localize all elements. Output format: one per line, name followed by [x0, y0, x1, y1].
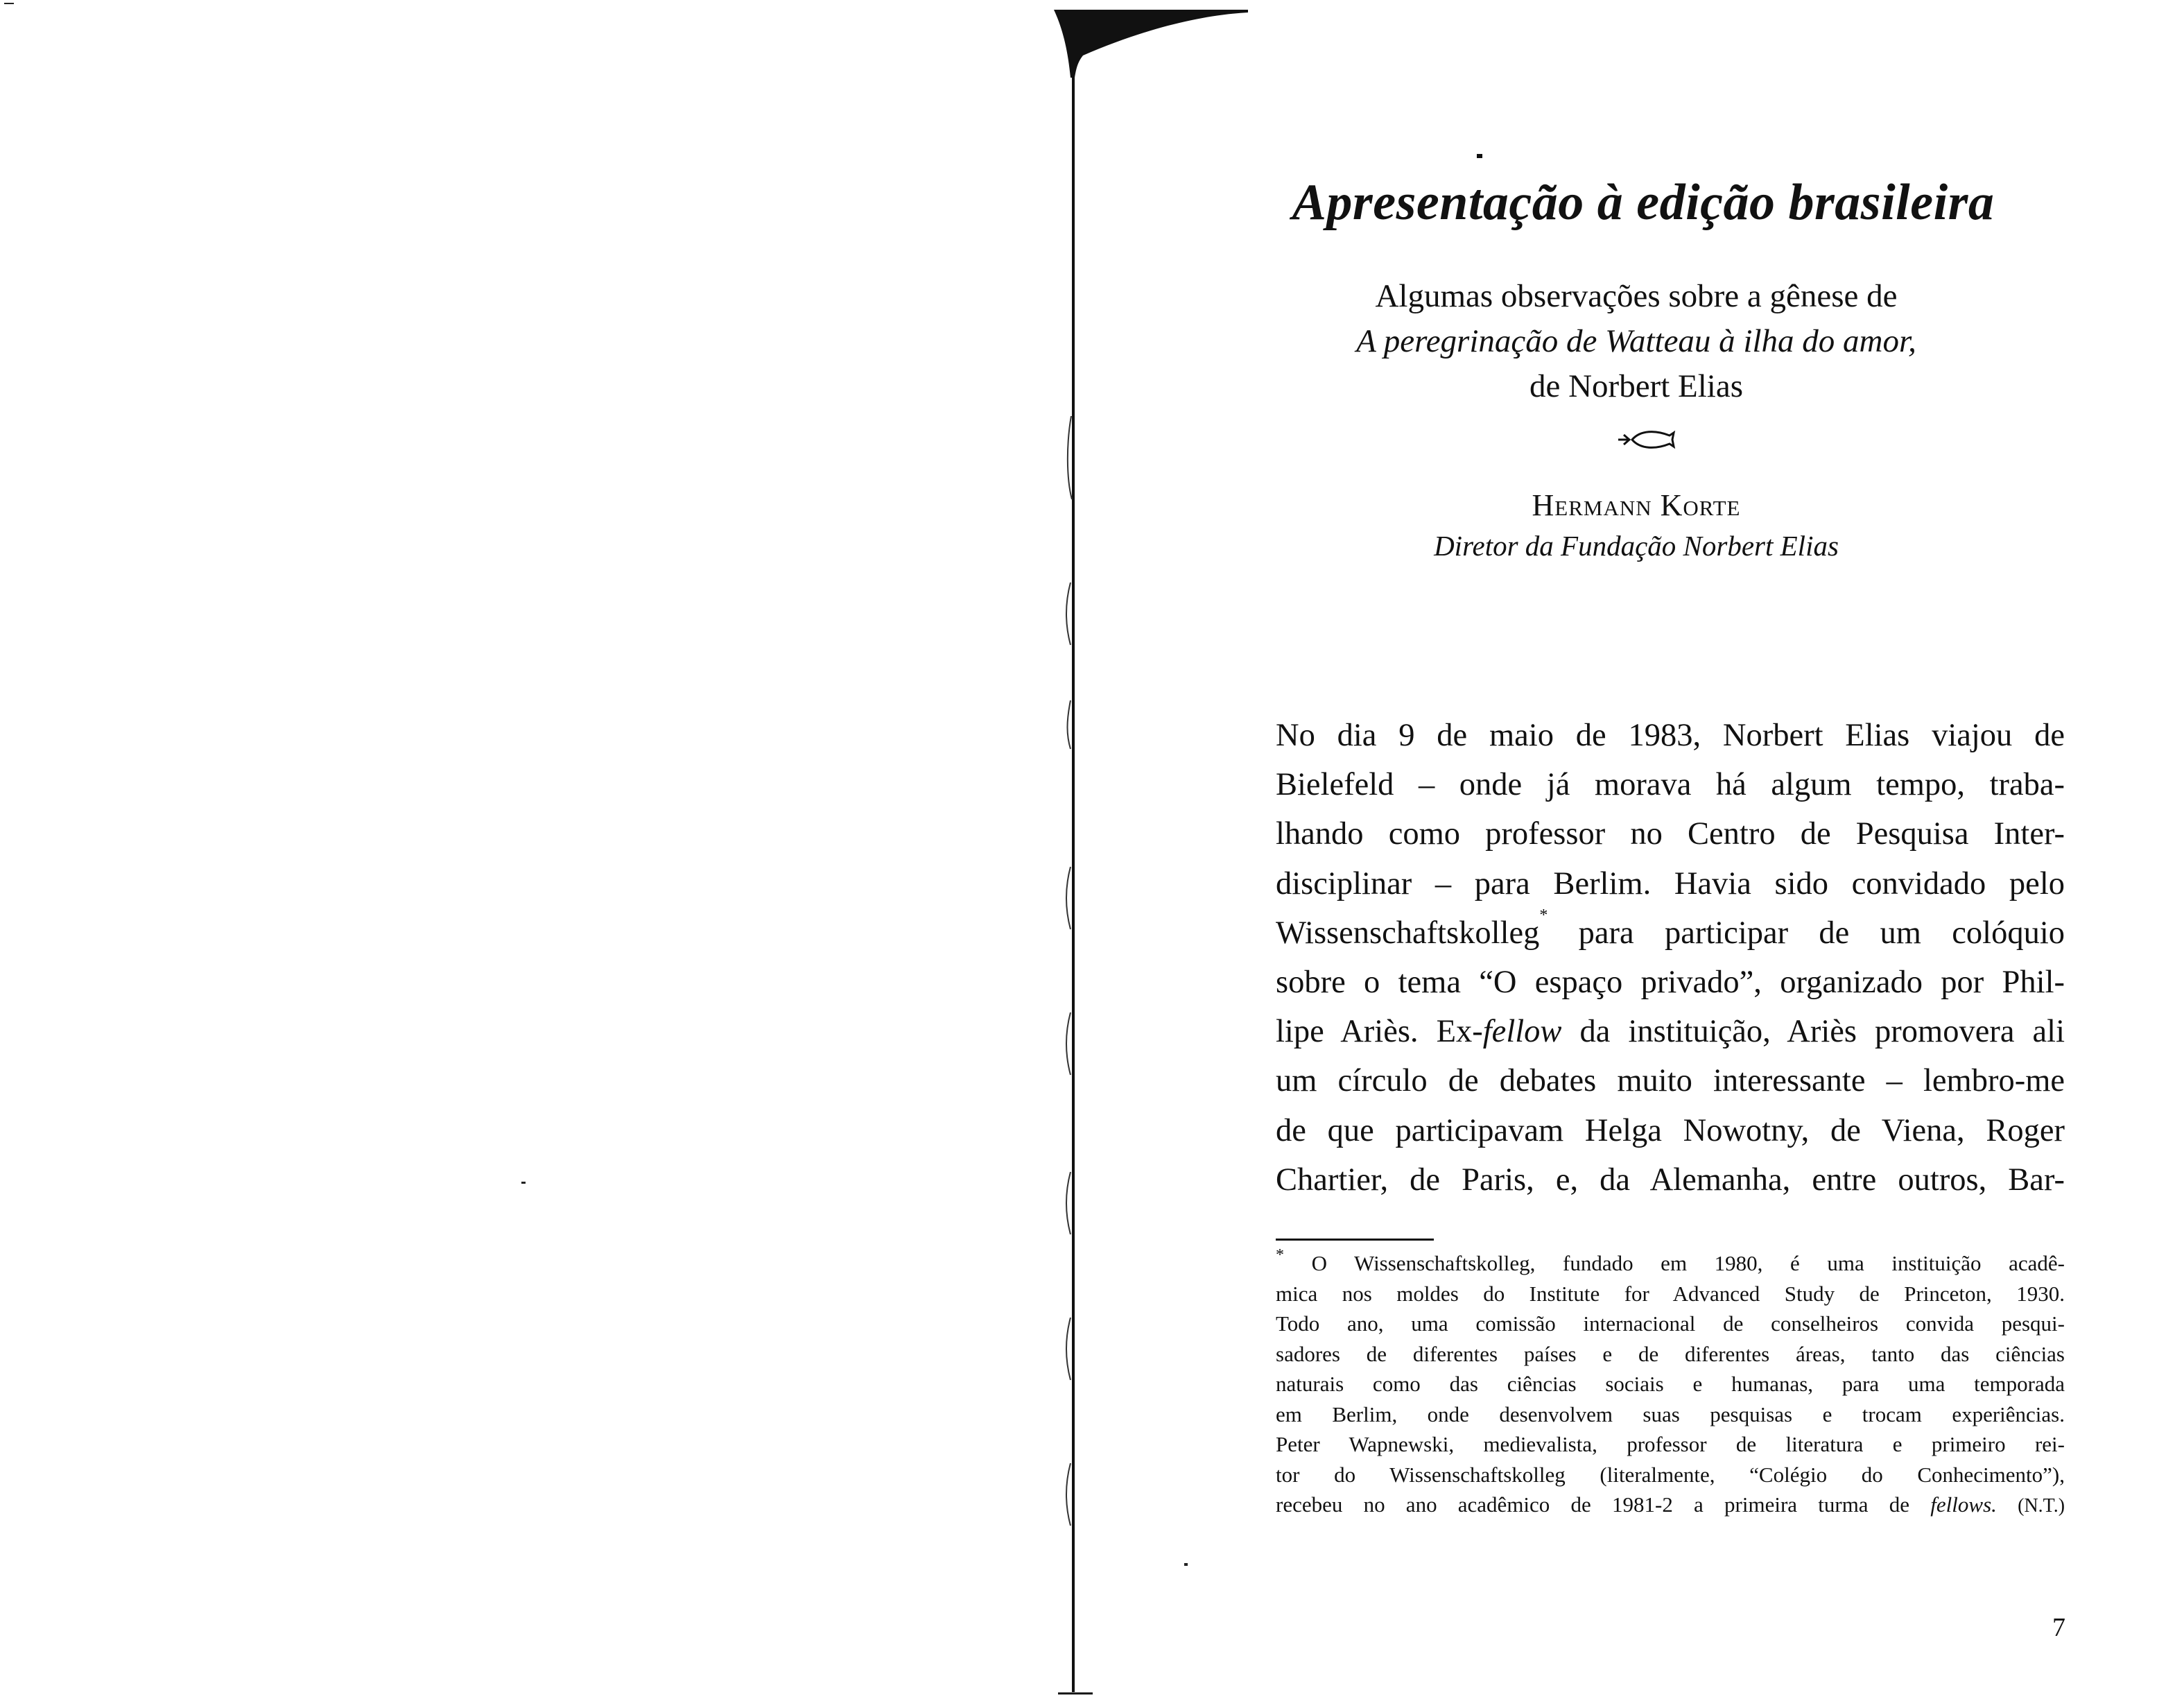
body-line-with-italic [1276, 1007, 2065, 1056]
gutter-edge-wisps [1066, 416, 1072, 1526]
body-line: Chartier, de Paris, e, da Alemanha, entre outros, Bar- [1276, 1162, 2065, 1198]
author-name: Hermann Korte [1532, 488, 1741, 522]
translator-note: (N.T.) [2018, 1495, 2065, 1517]
page-number: 7 [2052, 1613, 2065, 1642]
body-line-segment: para participar de um colóquio [1578, 915, 2065, 951]
footnote-line: Peter Wapnewski, medievalista, professor de literatura e primeiro rei- [1276, 1432, 2065, 1456]
subtitle-line-2: A peregrinação de Watteau à ilha do amor, [1356, 323, 1916, 359]
body-line: Bielefeld – onde já morava há algum tempo, traba- [1276, 767, 2065, 803]
footnote-separator [1276, 1239, 1434, 1241]
left-blank-page [0, 0, 1075, 1708]
body-line: um círculo de debates muito interessante – lembro-me [1276, 1063, 2065, 1099]
footnote-line: Todo ano, uma comissão internacional de conselheiros convida pesqui- [1276, 1311, 2065, 1336]
subtitle-line-3: de Norbert Elias [1529, 368, 1743, 404]
book-gutter [1040, 0, 1262, 1708]
footnote-line: naturais como das ciências sociais e humanas, para uma temporada [1276, 1372, 2065, 1396]
footnote-line: mica nos moldes do Institute for Advanced Study de Princeton, 1930. [1276, 1281, 2065, 1306]
wissenschaftskolleg-term: Wissenschaftskolleg [1276, 915, 1540, 951]
footnote-line [1276, 1248, 2065, 1279]
chapter-title: Apresentação à edição brasileira [1292, 174, 1995, 231]
body-line: No dia 9 de maio de 1983, Norbert Elias viajou de [1276, 718, 2065, 753]
body-line-segment: lipe Ariès. Ex- [1276, 1014, 1483, 1050]
gutter-corner-shadow [1054, 10, 1248, 78]
body-line: sobre o tema “O espaço privado”, organizado por Phil- [1276, 965, 2065, 1001]
fish-ornament-icon [1614, 424, 1676, 452]
fellow-term: fellow [1482, 1014, 1562, 1050]
footnote-line: em Berlim, onde desenvolvem suas pesquisas e trocam experiências. [1276, 1401, 2065, 1426]
footnote-reference[interactable]: * [1539, 906, 1548, 924]
body-line-with-footnote [1276, 908, 2065, 958]
footnote-last-line [1276, 1490, 2065, 1521]
fellows-term: fellows. [1930, 1492, 1997, 1517]
footnote-line-text: O Wissenschaftskolleg, fundado em 1980, é uma instituição acadê- [1311, 1251, 2065, 1275]
footnote-line-text: recebeu no ano acadêmico de 1981-2 a primeira turma de [1276, 1492, 1910, 1517]
author-block [1276, 485, 1997, 566]
scan-speck [521, 1182, 526, 1184]
print-dot [1477, 154, 1482, 158]
body-line: de que participavam Helga Nowotny, de Viena, Roger [1276, 1112, 2065, 1148]
body-paragraph [1276, 711, 2065, 1205]
body-line: lhando como professor no Centro de Pesquisa Inter- [1276, 816, 2065, 852]
footnote-line: sadores de diferentes países e de diferentes áreas, tanto das ciências [1276, 1341, 2065, 1366]
subtitle-line-1: Algumas observações sobre a gênese de [1375, 278, 1898, 314]
body-line: disciplinar – para Berlim. Havia sido convidado pelo [1276, 865, 2065, 902]
right-page [1276, 0, 2094, 1708]
footnote [1276, 1248, 2065, 1521]
footnote-line: tor do Wissenschaftskolleg (literalmente, “Colégio do Conhecimento”), [1276, 1462, 2065, 1487]
author-role: Diretor da Fundação Norbert Elias [1434, 530, 1839, 562]
body-line-segment: da instituição, Ariès promovera ali [1579, 1014, 2065, 1050]
footnote-marker: * [1276, 1246, 1284, 1264]
scan-speck [4, 3, 14, 4]
chapter-subtitle [1276, 274, 1997, 409]
